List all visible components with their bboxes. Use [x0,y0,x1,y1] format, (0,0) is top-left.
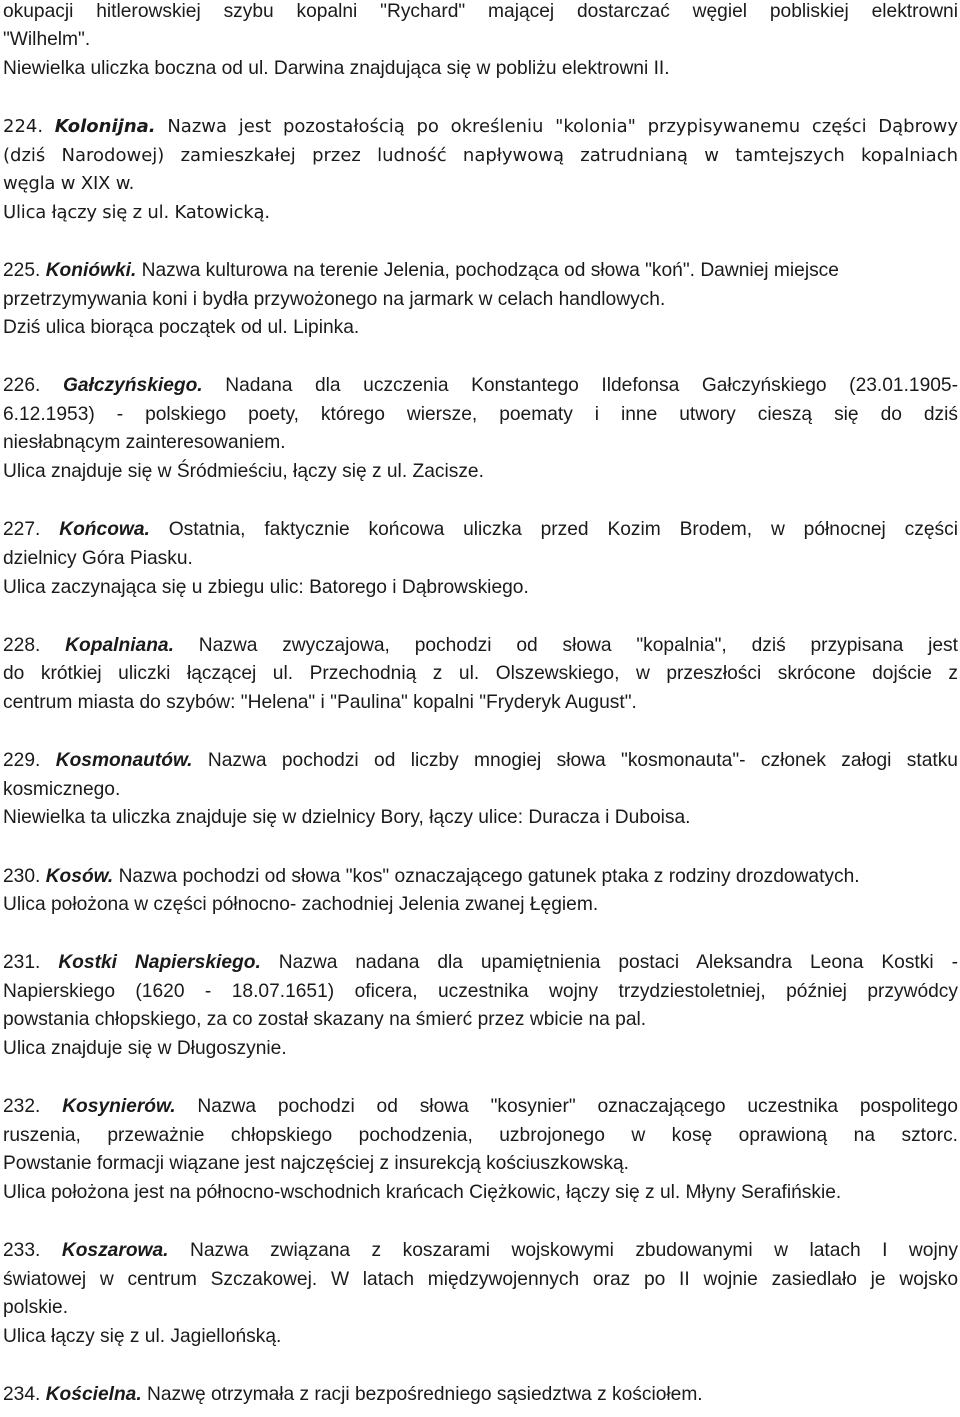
paragraph-line: Dziś ulica biorąca początek od ul. Lipinka. [3,317,360,338]
entry-text: Nazwa zwyczajowa, pochodzi od słowa "kopalnia", dziś przypisana jest [198,635,958,656]
entry-first-line [3,259,839,283]
entry-number: 234. [3,1384,41,1405]
entry-first-line [3,865,860,889]
entry-first-line [3,749,958,773]
paragraph-line: niesłabnącym zainteresowaniem. [3,432,286,453]
entry-text: Nazwa pochodzi od słowa "kos" oznaczającego gatunek ptaka z rodziny drozdowatych. [118,866,860,887]
entry-first-line [3,374,958,398]
entry-first-line [3,518,958,542]
paragraph-line: przetrzymywania koni i bydła przywożonego na jarmark w celach handlowych. [3,289,666,310]
entry-headword: Koniówki. [45,260,137,281]
entry-text: Nazwa jest pozostałością po określeniu "kolonia" przypisywanemu części Dąbrowy [167,116,958,137]
paragraph-line: ruszenia, przeważnie chłopskiego pochodzenia, uzbrojonego w kosę oprawioną na sztorc. [3,1125,958,1146]
paragraph-line: kosmicznego. [3,779,121,800]
entry-first-line [3,1383,703,1407]
entry-headword: Kościelna. [45,1384,142,1405]
paragraph-line: Ulica łączy się z ul. Jagiellońską. [3,1326,282,1347]
entry-number: 226. [3,375,41,396]
paragraph-line: Ulica położona jest na północno-wschodnich krańcach Ciężkowic, łączy się z ul. Młyny Serafińskie. [3,1182,842,1203]
paragraph-line: Ulica łączy się z ul. Katowicką. [3,202,270,223]
paragraph-line: Ulica znajduje się w Długoszynie. [3,1038,287,1059]
paragraph-line: "Wilhelm". [3,29,91,50]
paragraph-line: do krótkiej uliczki łączącej ul. Przechodnią z ul. Olszewskiego, w przeszłości skrócone dojście z [3,663,958,684]
entry-number: 232. [3,1096,41,1117]
entry-text: Nazwa związana z koszarami wojskowymi zbudowanymi w latach I wojny [189,1240,958,1261]
entry-headword: Kopalniana. [65,635,174,656]
entry-number: 230. [3,866,41,887]
paragraph-line: Powstanie formacji wiązane jest najczęściej z insurekcją kościuszkowską. [3,1153,629,1174]
entry-number: 228. [3,635,41,656]
paragraph-line: Niewielka uliczka boczna od ul. Darwina znajdująca się w pobliżu elektrowni II. [3,58,670,79]
paragraph-line: Niewielka ta uliczka znajduje się w dzielnicy Bory, łączy ulice: Duracza i Duboisa. [3,807,691,828]
entry-first-line [3,1239,958,1263]
entry-number: 231. [3,952,41,973]
entry-headword: Gałczyńskiego. [62,375,203,396]
entry-headword: Końcowa. [59,519,150,540]
entry-text: Ostatnia, faktycznie końcowa uliczka przed Kozim Brodem, w północnej części [168,519,958,540]
entry-headword: Kolonijna. [54,116,156,137]
entry-first-line [3,634,958,658]
paragraph-line: okupacji hitlerowskiej szybu kopalni "Rychard" mającej dostarczać węgiel pobliskiej elektrowni [3,1,958,22]
entry-text: Nazwa pochodzi od słowa "kosynier" oznaczającego uczestnika pospolitego [197,1096,958,1117]
entry-text: Nazwa pochodzi od liczby mnogiej słowa "kosmonauta"- członek załogi statku [207,750,958,771]
entry-text: Nazwa nadana dla upamiętnienia postaci Aleksandra Leona Kostki - [278,952,958,973]
paragraph-line: węgla w XIX w. [3,173,135,194]
entry-headword: Kosmonautów. [55,750,193,771]
paragraph-line: (dziś Narodowej) zamieszkałej przez ludność napływową zatrudnianą w tamtejszych kopalniach [3,145,958,166]
entry-headword: Kosynierów. [62,1096,176,1117]
entry-first-line [3,951,958,975]
entry-first-line [3,115,958,139]
paragraph-line: Napierskiego (1620 - 18.07.1651) oficera, uczestnika wojny trzydziestoletniej, później przywódcy [3,981,958,1002]
entry-number: 227. [3,519,41,540]
entry-number: 225. [3,260,41,281]
paragraph-line: powstania chłopskiego, za co został skazany na śmierć przez wbicie na pal. [3,1009,647,1030]
paragraph-line: Ulica położona w części północno- zachodniej Jelenia zwanej Łęgiem. [3,894,599,915]
paragraph-line: Ulica znajduje się w Śródmieściu, łączy się z ul. Zacisze. [3,461,484,482]
paragraph-line: Ulica zaczynająca się u zbiegu ulic: Batorego i Dąbrowskiego. [3,577,529,598]
paragraph-line: 6.12.1953) - polskiego poety, którego wiersze, poematy i inne utwory cieszą się do dziś [3,404,958,425]
paragraph-line: centrum miasta do szybów: "Helena" i "Paulina" kopalni "Fryderyk August". [3,692,637,713]
entry-headword: Kosów. [45,866,114,887]
entry-number: 229. [3,750,41,771]
paragraph-line: dzielnicy Góra Piasku. [3,548,193,569]
entry-number: 233. [3,1240,41,1261]
entry-text: Nadana dla uczczenia Konstantego Ildefonsa Gałczyńskiego (23.01.1905- [225,375,958,396]
paragraph-line: światowej w centrum Szczakowej. W latach międzywojennych oraz po II wojnie zasiedlało je wojsko [3,1269,958,1290]
entry-headword: Kostki Napierskiego. [58,952,261,973]
entry-first-line [3,1095,958,1119]
entry-number: 224. [3,116,44,137]
entry-headword: Koszarowa. [61,1240,169,1261]
entry-text: Nazwa kulturowa na terenie Jelenia, pochodząca od słowa "koń". Dawniej miejsce [141,260,839,281]
entry-text: Nazwę otrzymała z racji bezpośredniego sąsiedztwa z kościołem. [147,1384,703,1405]
paragraph-line: polskie. [3,1297,69,1318]
